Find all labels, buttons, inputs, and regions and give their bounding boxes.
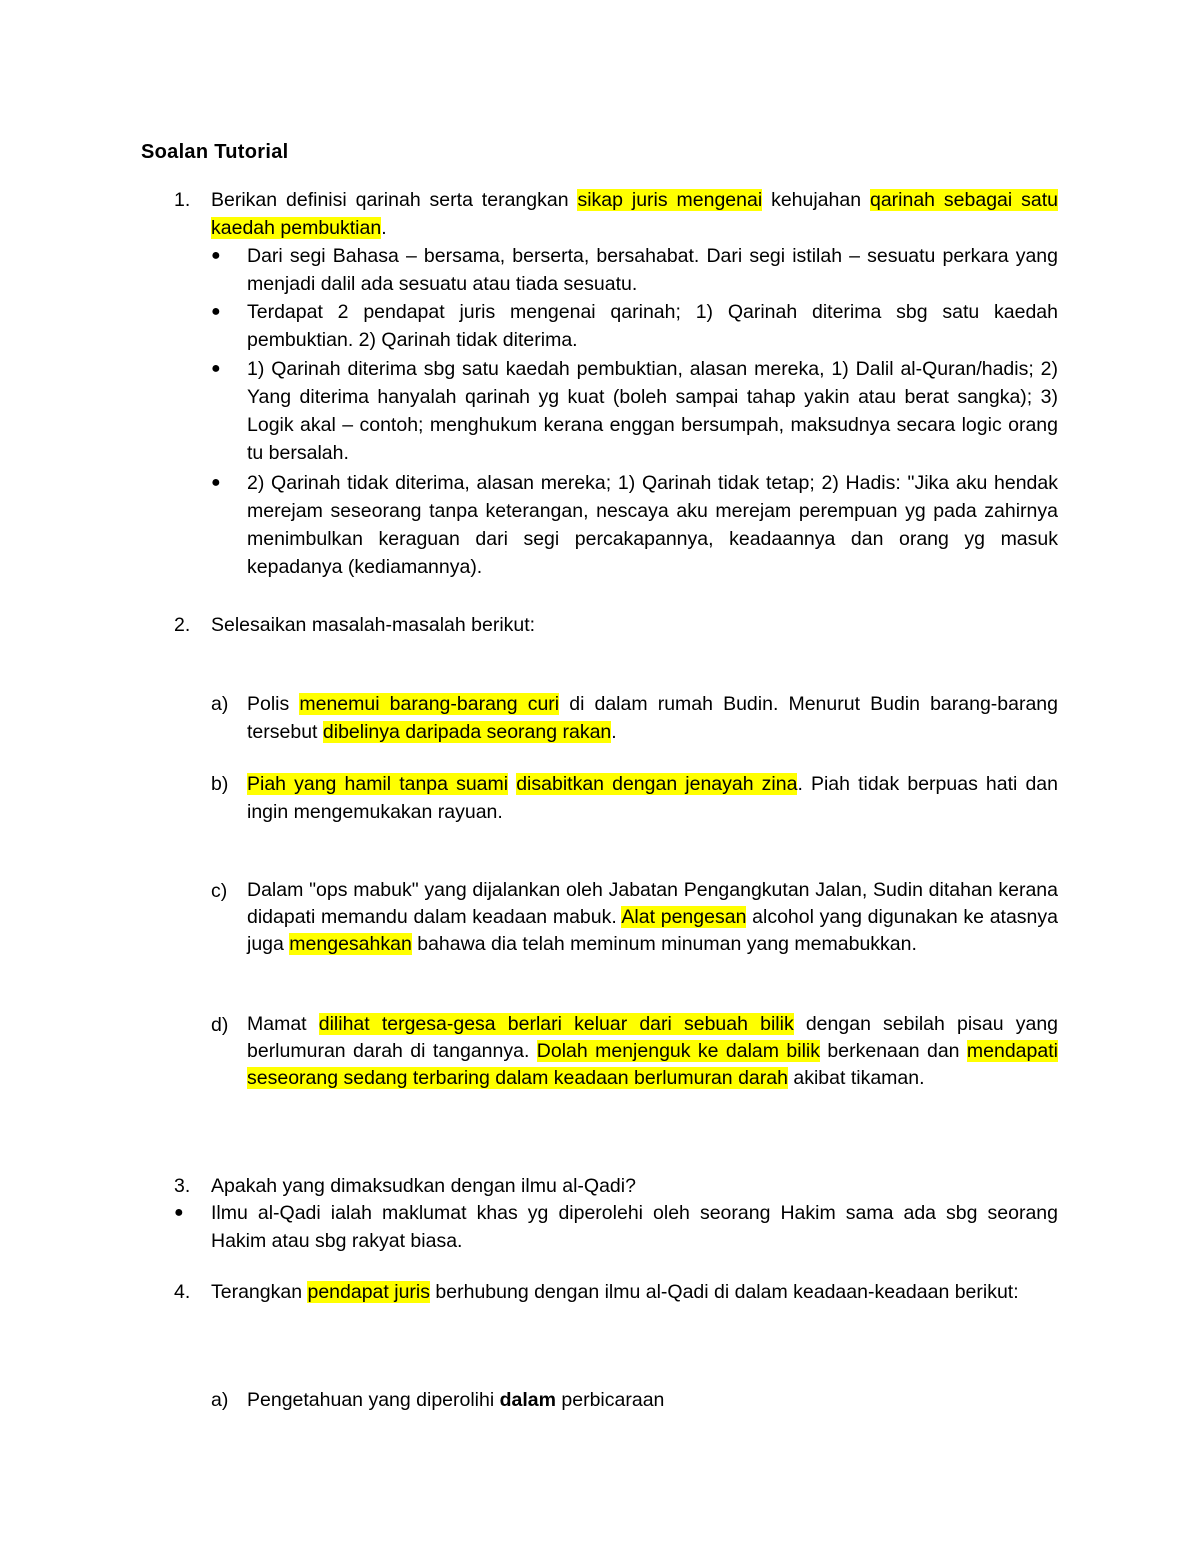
q2d-label: d) bbox=[211, 1014, 229, 1036]
q2a-text: Polis menemui barang-barang curi di dalam rumah Budin. Menurut Budin barang-barang tersebut dibelinya daripada seorang rakan. bbox=[247, 693, 1058, 743]
q4-highlight-1: pendapat juris bbox=[307, 1281, 430, 1303]
q2d-highlight-1: dilihat tergesa-gesa berlari keluar dari sebuah bilik bbox=[318, 1013, 794, 1035]
q2d-highlight-2: Dolah menjenguk ke dalam bilik bbox=[536, 1040, 821, 1062]
q2b-highlight-2: disabitkan dengan jenayah zina bbox=[516, 773, 798, 795]
q2b-label: b) bbox=[211, 773, 229, 795]
q2-text: Selesaikan masalah-masalah berikut: bbox=[211, 614, 536, 636]
q3-text: Apakah yang dimaksudkan dengan ilmu al-Qadi? bbox=[211, 1175, 636, 1197]
q2c-label: c) bbox=[211, 880, 228, 902]
q1-bullet-3: 1) Qarinah diterima sbg satu kaedah pembuktian, alasan mereka, 1) Dalil al-Quran/hadis; 2) Yang diterima hanyalah qarinah yg kuat (boleh sampai tahap yakin atau berat sangka); 3) Logik akal – contoh; menghukum kerana enggan bersumpah, maksudnya secara logic orang tu bersalah. bbox=[247, 358, 1058, 464]
q2d-highlight-3: mendapati seseorang sedang terbaring dalam keadaan berlumuran darah bbox=[247, 1040, 1058, 1089]
q1-number: 1. bbox=[174, 189, 191, 211]
q1-highlight-1: sikap juris mengenai bbox=[577, 189, 763, 211]
bullet-icon: ● bbox=[211, 303, 221, 320]
q2c-highlight-1: Alat pengesan bbox=[621, 906, 747, 928]
bullet-icon: ● bbox=[211, 360, 221, 377]
q4-number: 4. bbox=[174, 1281, 191, 1303]
q1-bullet-4: 2) Qarinah tidak diterima, alasan mereka; 1) Qarinah tidak tetap; 2) Hadis: "Jika aku hendak merejam seseorang tanpa keterangan, nescaya aku merejam perempuan yg pada zahirnya menimbulkan keraguan dari segi percakapannya, keadaannya dan orang yg masuk kepadanya (kediamannya). bbox=[247, 472, 1058, 578]
q2-number: 2. bbox=[174, 614, 191, 636]
page-title: Soalan Tutorial bbox=[141, 141, 289, 163]
q3-bullet: Ilmu al-Qadi ialah maklumat khas yg diperolehi oleh seorang Hakim sama ada sbg seorang Hakim atau sbg rakyat biasa. bbox=[211, 1202, 1058, 1252]
q1-bullet-2: Terdapat 2 pendapat juris mengenai qarinah; 1) Qarinah diterima sbg satu kaedah pembuktian. 2) Qarinah tidak diterima. bbox=[247, 301, 1058, 351]
bullet-icon: ● bbox=[211, 474, 221, 491]
bullet-icon: ● bbox=[174, 1204, 184, 1221]
q2b-highlight-1: Piah yang hamil tanpa suami bbox=[247, 773, 509, 795]
q2a-highlight-1: menemui barang-barang curi bbox=[299, 693, 560, 715]
q1-bullet-1: Dari segi Bahasa – bersama, berserta, bersahabat. Dari segi istilah – sesuatu perkara yang menjadi dalil ada sesuatu atau tiada sesuatu. bbox=[247, 245, 1058, 295]
q2a-highlight-2: dibelinya daripada seorang rakan bbox=[322, 721, 612, 743]
q3-number: 3. bbox=[174, 1175, 191, 1197]
q2b-text: Piah yang hamil tanpa suami disabitkan dengan jenayah zina. Piah tidak berpuas hati dan ingin mengemukakan rayuan. bbox=[247, 773, 1058, 823]
q2c-text: Dalam "ops mabuk" yang dijalankan oleh Jabatan Pengangkutan Jalan, Sudin ditahan kerana didapati memandu dalam keadaan mabuk. Alat pengesan alcohol yang digunakan ke atasnya juga mengesahkan bahawa dia telah meminum minuman yang memabukkan. bbox=[247, 879, 1058, 955]
q4a-label: a) bbox=[211, 1389, 229, 1411]
q1-highlight-2: qarinah sebagai satu kaedah pembuktian bbox=[211, 189, 1058, 239]
q2c-highlight-2: mengesahkan bbox=[289, 933, 412, 955]
q4-text: Terangkan pendapat juris berhubung dengan ilmu al-Qadi di dalam keadaan-keadaan berikut: bbox=[211, 1281, 1019, 1303]
q4a-text: Pengetahuan yang diperolihi dalam perbicaraan bbox=[247, 1389, 665, 1411]
bullet-icon: ● bbox=[211, 247, 221, 264]
q2a-label: a) bbox=[211, 693, 229, 715]
q4a-bold-word: dalam bbox=[499, 1389, 556, 1411]
q1-text: Berikan definisi qarinah serta terangkan sikap juris mengenai kehujahan qarinah sebagai satu kaedah pembuktian. bbox=[211, 189, 1058, 239]
q2d-text: Mamat dilihat tergesa-gesa berlari keluar dari sebuah bilik dengan sebilah pisau yang berlumuran darah di tangannya. Dolah menjenguk ke dalam bilik berkenaan dan mendapati seseorang sedang terbaring dalam keadaan berlumuran darah akibat tikaman. bbox=[247, 1013, 1059, 1089]
